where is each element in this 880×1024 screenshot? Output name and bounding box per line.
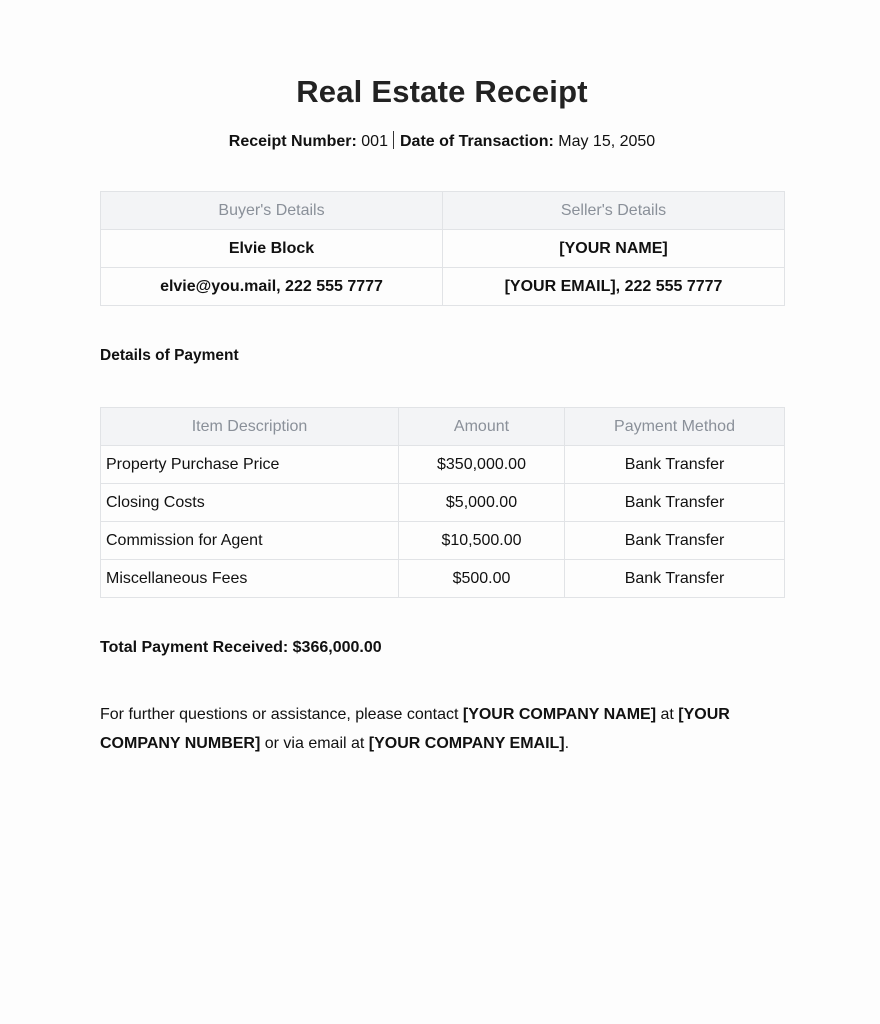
item-payment-method: Bank Transfer	[565, 522, 785, 560]
item-payment-method: Bank Transfer	[565, 484, 785, 522]
item-description: Commission for Agent	[101, 522, 399, 560]
table-row	[101, 446, 785, 484]
seller-header: Seller's Details	[443, 192, 785, 230]
seller-contact	[443, 268, 785, 306]
contact-paragraph	[100, 701, 790, 758]
table-row	[101, 560, 785, 598]
table-row	[101, 522, 785, 560]
company-name: [YOUR COMPANY NAME]	[462, 706, 657, 723]
company-email: [YOUR COMPANY EMAIL]	[368, 734, 565, 752]
contact-text: .	[564, 734, 570, 752]
seller-name: [YOUR NAME]	[443, 230, 785, 268]
date-label: Date of Transaction:	[399, 133, 554, 150]
total-payment: Total Payment Received: $366,000.00	[100, 639, 382, 656]
seller-phone: , 222 555 7777	[615, 277, 723, 295]
item-description: Property Purchase Price	[101, 446, 399, 484]
table-row	[101, 484, 785, 522]
item-amount: $5,000.00	[399, 484, 565, 522]
buyer-contact	[101, 268, 443, 306]
transaction-date: May 15, 2050	[558, 133, 656, 150]
page-title: Real Estate Receipt	[296, 74, 588, 109]
payments-table	[100, 407, 785, 598]
payment-section-label: Details of Payment	[100, 347, 239, 364]
receipt-meta	[100, 131, 784, 151]
company-number: [YOUR COMPANY NUMBER]	[100, 706, 730, 752]
divider	[393, 131, 394, 149]
seller-email: [YOUR EMAIL]	[504, 277, 616, 295]
item-description: Miscellaneous Fees	[101, 560, 399, 598]
item-amount: $500.00	[399, 560, 565, 598]
header-item-description: Item Description	[101, 408, 399, 446]
buyer-name: Elvie Block	[101, 230, 443, 268]
receipt-number-label: Receipt Number:	[228, 133, 357, 150]
receipt-number: 001	[361, 133, 388, 150]
item-amount: $10,500.00	[399, 522, 565, 560]
item-description: Closing Costs	[101, 484, 399, 522]
buyer-phone: , 222 555 7777	[276, 277, 383, 295]
item-amount: $350,000.00	[399, 446, 565, 484]
contact-text: For further questions or assistance, please contact	[100, 706, 463, 723]
contact-text: or via email at	[260, 734, 369, 752]
item-payment-method: Bank Transfer	[565, 446, 785, 484]
contact-text: at	[656, 706, 679, 723]
header-payment-method: Payment Method	[565, 408, 785, 446]
header-amount: Amount	[399, 408, 565, 446]
buyer-email: elvie@you.mail	[160, 277, 277, 295]
buyer-header: Buyer's Details	[101, 192, 443, 230]
parties-table	[100, 191, 785, 306]
item-payment-method: Bank Transfer	[565, 560, 785, 598]
